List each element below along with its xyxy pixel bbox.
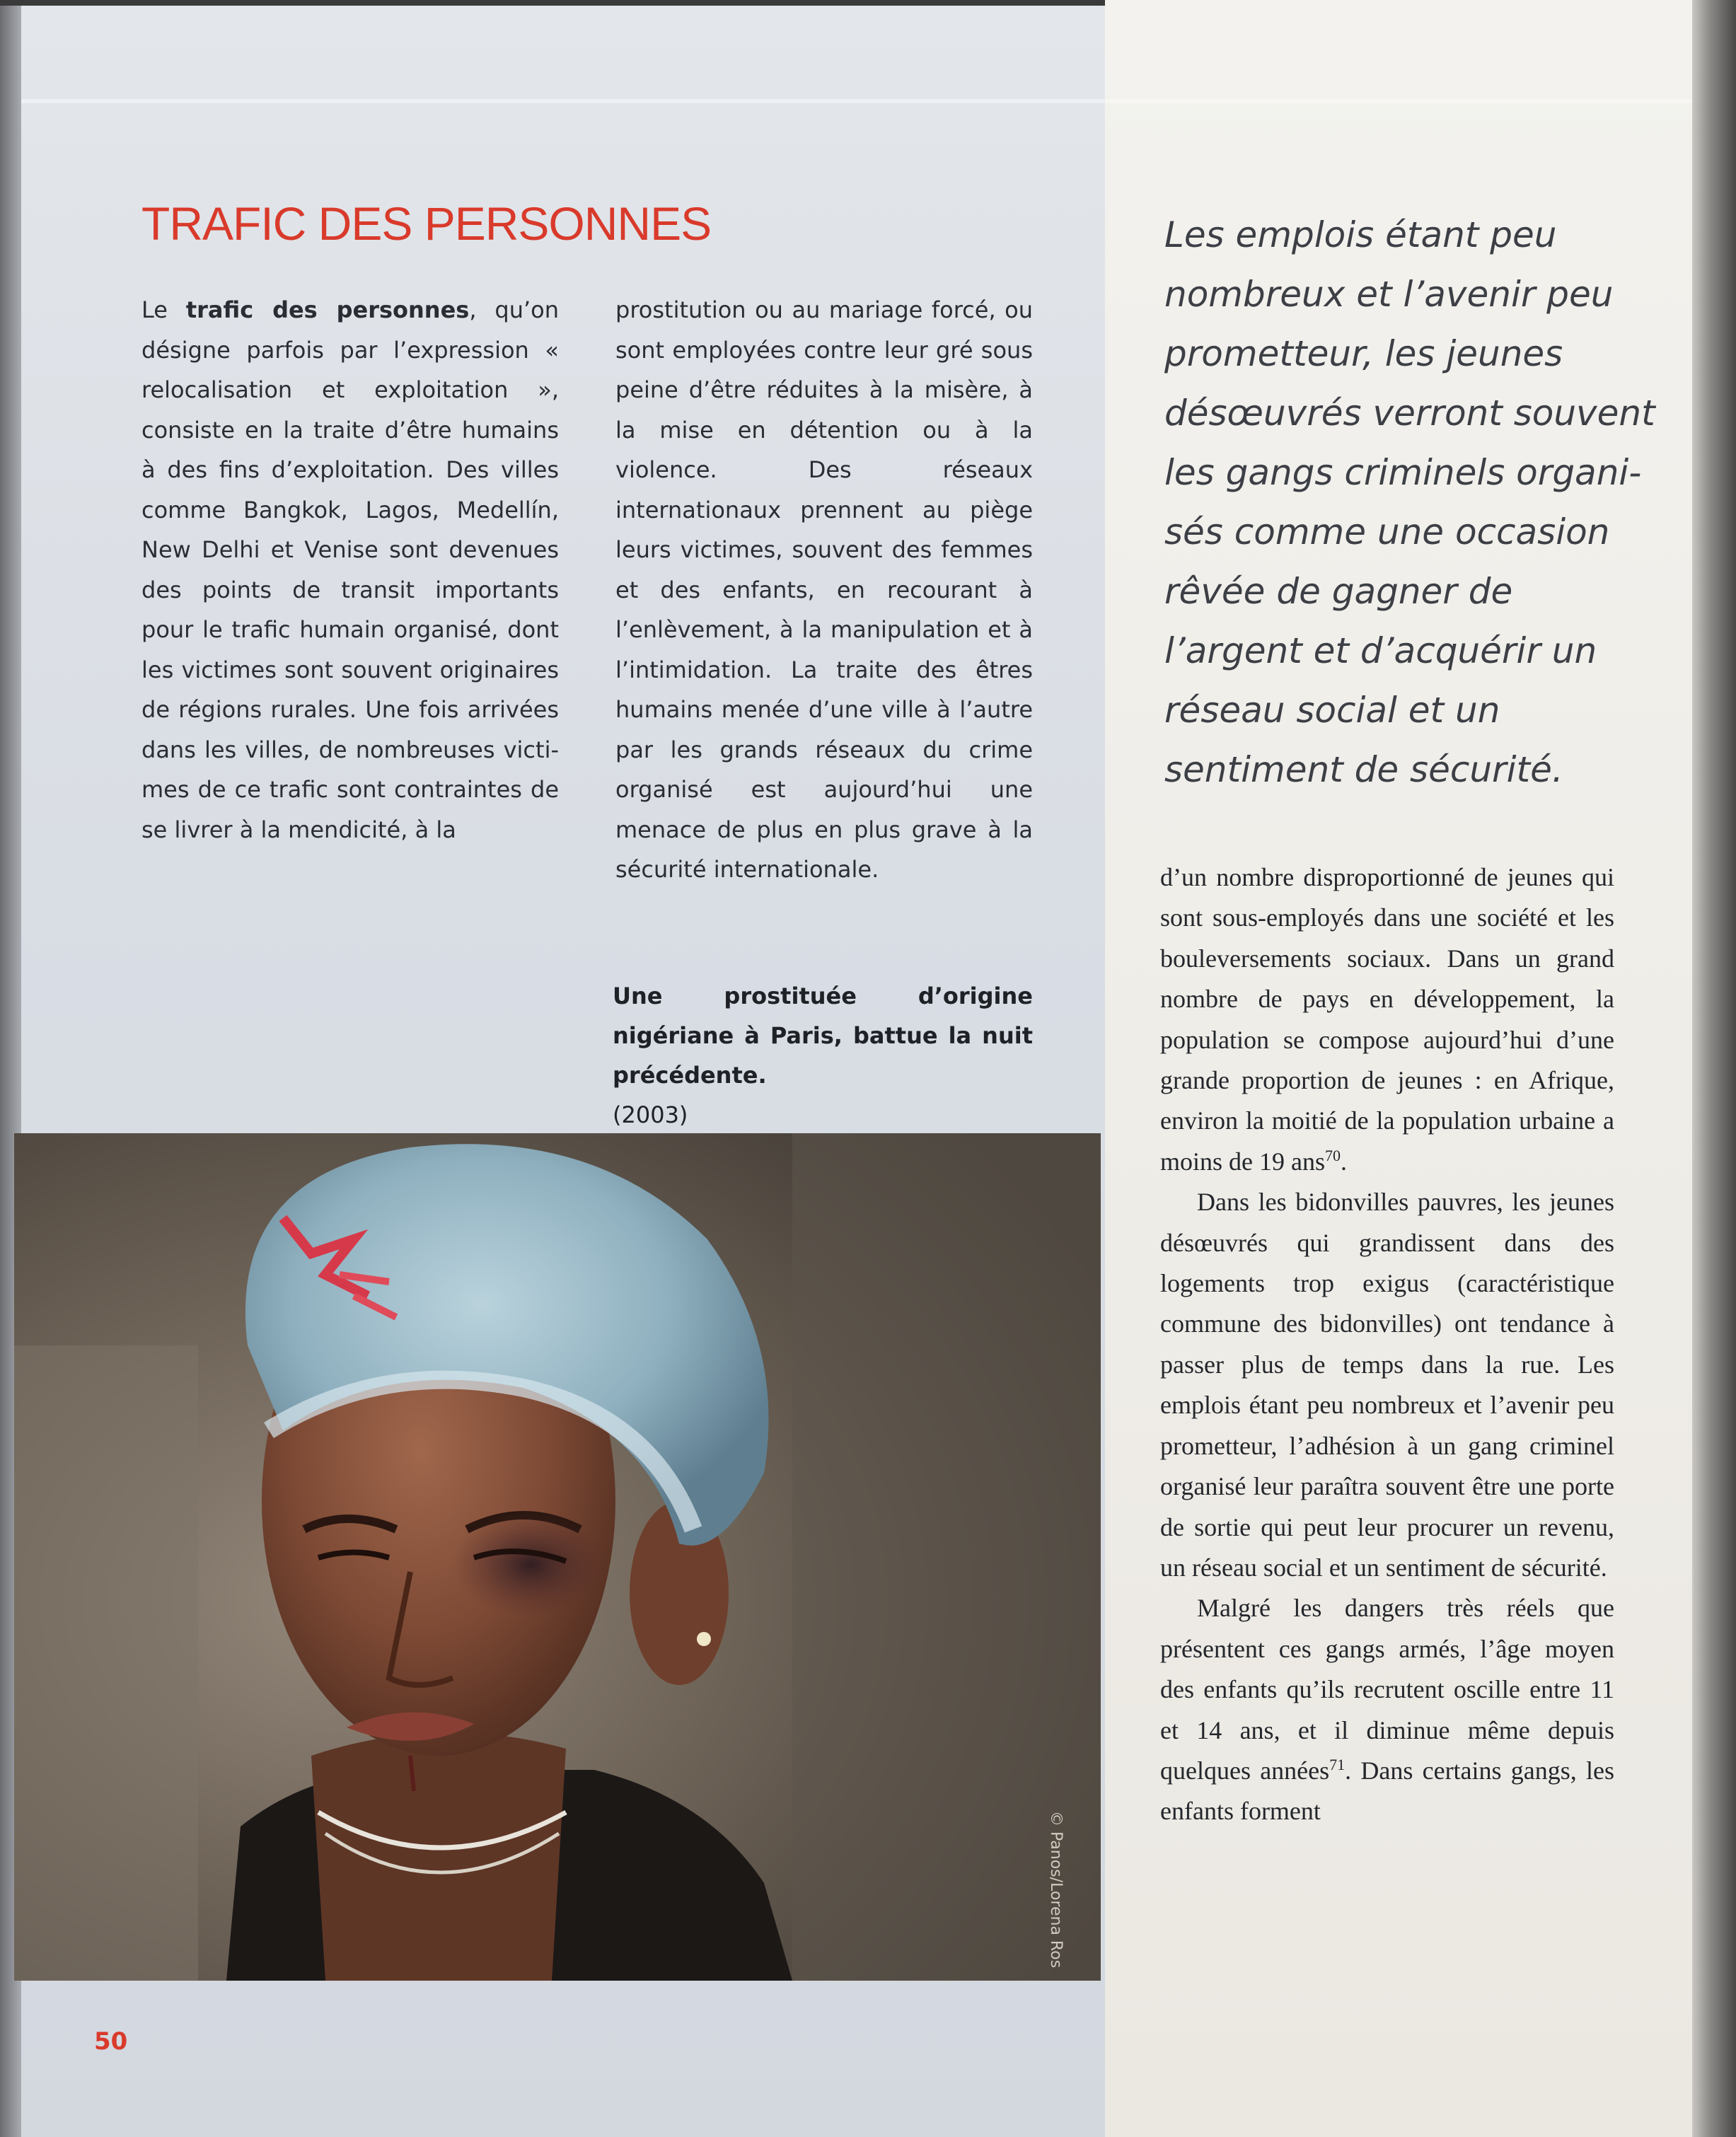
page-number: 50 xyxy=(94,2027,128,2056)
pull-quote: Les emplois étant peu nombreux et l’avenir peu prometteur, les jeunes désœuvrés verront souvent les gangs criminels organisés comme une occasion rêvée de gagner de l’argent et d’acquérir un réseau social et un sentiment de sécurité. xyxy=(1164,214,1655,790)
body-paragraph-3 xyxy=(1160,1588,1614,1831)
key-term: trafic des personnes xyxy=(185,296,470,323)
sidebar-column-1 xyxy=(141,290,559,850)
body-paragraph-2: Dans les bidonvilles pauvres, les jeunes désœuvrés qui grandissent dans des logements trop exigus (caractéristique commune des bidonvilles) ont tendance à passer plus de temps dans la rue. Les emplois étant peu nombreux et l’avenir peu prometteur, l’adhésion à un gang criminel organisé leur paraîtra souvent être une porte de sortie qui peut leur procurer un revenu, un réseau social et un sentiment de sécurité. xyxy=(1160,1188,1614,1582)
photo-caption xyxy=(613,976,1033,1135)
paragraph-end: . Dans certains gangs, les enfants forment xyxy=(1160,1756,1614,1826)
photo-credit: © Panos/Lorena Ros xyxy=(1047,1811,1065,1969)
paragraph-end: . xyxy=(1340,1147,1347,1176)
col1-text: , qu’on désigne parfois par l’expression « relocalisation et exploitation », consiste en la traite d’être humains à des fins d’exploitation. Des villes comme Bangkok, Lagos, Medellín, New Delhi et Venise sont devenues des points de transit importants pour le trafic humain organisé, dont les victimes sont souvent originaires de régions rurales. Une fois arrivées dans les villes, de nombreuses victimes de ce trafic sont contraintes de se livrer à la mendicité, à la xyxy=(141,296,559,843)
portrait-illustration xyxy=(14,1133,1101,1981)
col1-lead: Le xyxy=(141,296,186,323)
caption-text: Une prostituée d’origine nigériane à Paris, battue la nuit précédente. xyxy=(613,983,1033,1089)
footnote-ref: 71 xyxy=(1329,1755,1346,1773)
panel-rule xyxy=(21,99,1105,103)
paragraph-text: Malgré les dangers très réels que présentent ces gangs armés, l’âge moyen des enfants qu’ils recrutent oscille entre 11 et 14 ans, et il diminue même depuis quelques années xyxy=(1160,1594,1614,1785)
sidebar-column-2: prostitution ou au mariage forcé, ou sont employées contre leur gré sous peine d’être réduites à la misère, à la mise en détention ou à la violence. Des réseaux internationaux prennent au piège leurs victimes, souvent des femmes et des enfants, en recourant à l’enlèvement, à la manipulation et à l’intimidation. La traite des êtres humains menée d’une ville à l’autre par les grands réseaux du crime organisé est aujourd’hui une menace de plus en plus grave à la sécurité internationale. xyxy=(615,296,1033,883)
footnote-ref: 70 xyxy=(1324,1146,1341,1164)
body-text xyxy=(1160,857,1614,1832)
sidebar-title: TRAFIC DES PERSONNES xyxy=(141,197,712,250)
paragraph-text: d’un nombre disproportionné de jeunes qui sont sous-employés dans une société et les bouleversements sociaux. Dans un grand nombre de pays en développement, la population se compose aujourd’hui d’une grande proportion de jeunes : en Afrique, environ la moitié de la population urbaine a moins de 19 ans xyxy=(1160,863,1614,1176)
body-paragraph-1 xyxy=(1160,857,1614,1182)
photo-portrait xyxy=(14,1133,1101,1981)
right-panel-rule xyxy=(1105,99,1692,103)
book-binding xyxy=(1692,0,1736,2137)
caption-year: (2003) xyxy=(613,1101,688,1128)
